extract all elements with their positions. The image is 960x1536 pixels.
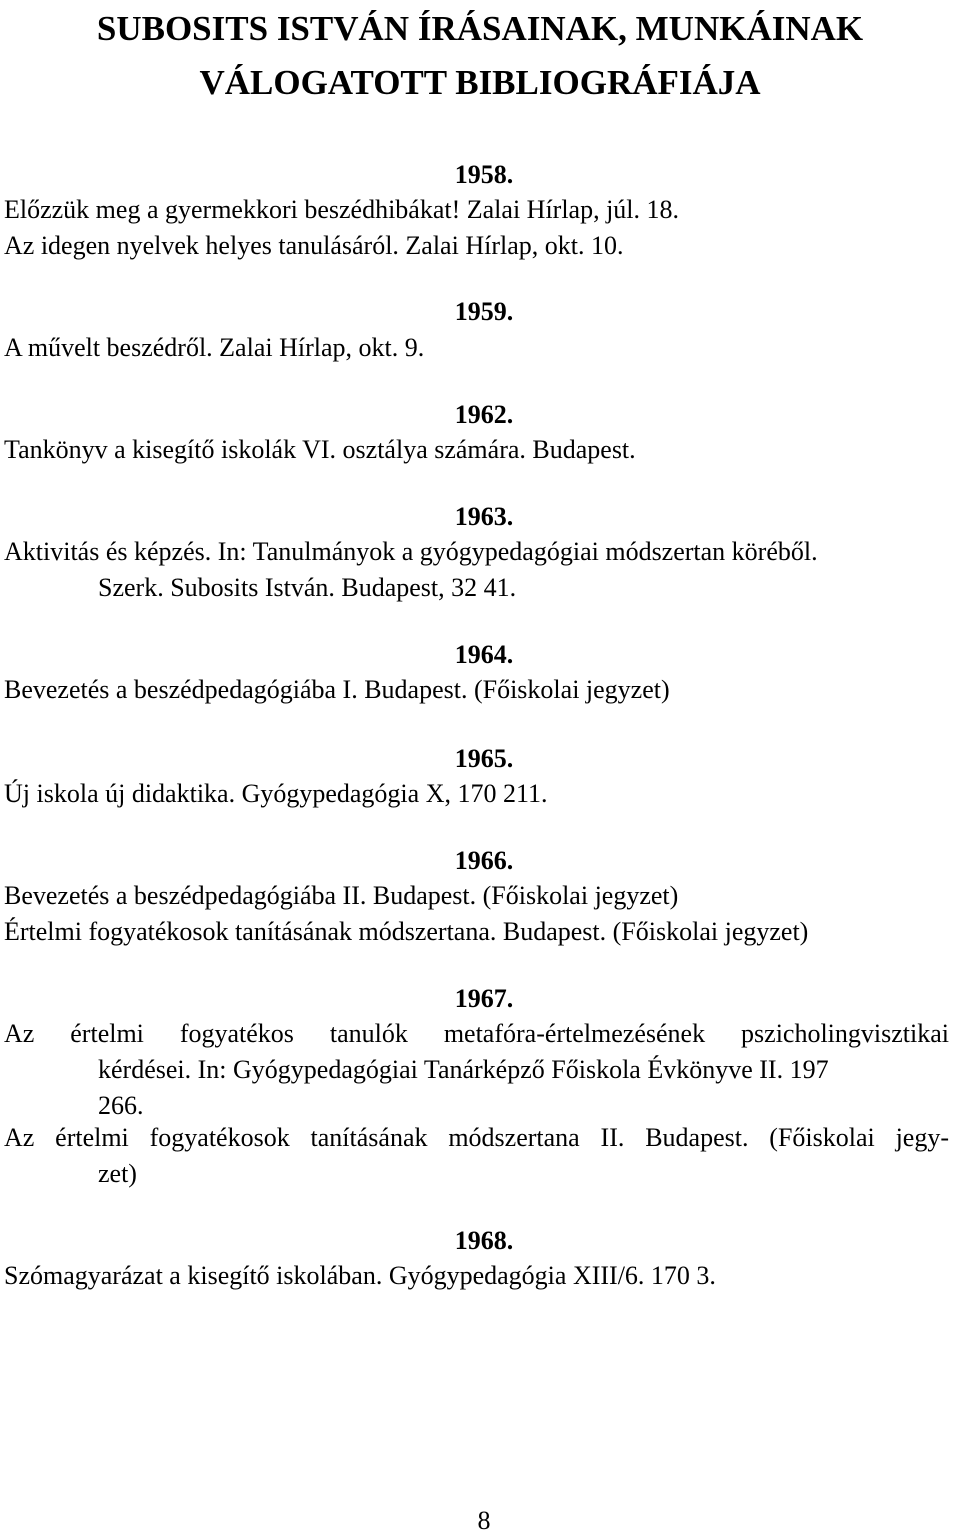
bibliography-entry xyxy=(4,1016,949,1124)
bibliography-entry: A művelt beszédről. Zalai Hírlap, okt. 9. xyxy=(4,333,425,362)
title-line-1: SUBOSITS ISTVÁN ÍRÁSAINAK, MUNKÁINAK xyxy=(96,9,864,48)
bibliography-entry: Bevezetés a beszédpedagógiába II. Budapest. (Főiskolai jegyzet) xyxy=(4,881,679,910)
year-heading-1967: 1967. xyxy=(454,984,514,1013)
year-heading-1959: 1959. xyxy=(454,297,514,326)
year-heading-1964: 1964. xyxy=(454,640,514,669)
bibliography-entry: Új iskola új didaktika. Gyógypedagógia X, 170 211. xyxy=(4,779,548,808)
entry-line: Aktivitás és képzés. In: Tanulmányok a gyógypedagógiai módszertan köréből. xyxy=(4,537,818,566)
year-heading-1962: 1962. xyxy=(454,400,514,429)
entry-line: Az értelmi fogyatékos tanulók metafóra-értelmezésének pszicholingvisztikai xyxy=(4,1019,949,1048)
entry-line: Az értelmi fogyatékosok tanításának módszertana II. Budapest. (Főiskolai jegy- xyxy=(4,1123,949,1152)
page-number: 8 xyxy=(477,1506,491,1535)
year-heading-1966: 1966. xyxy=(454,846,514,875)
bibliography-entry: Előzzük meg a gyermekkori beszédhibákat! Zalai Hírlap, júl. 18. xyxy=(4,195,680,224)
entry-continuation-line: Szerk. Subosits István. Budapest, 32 41. xyxy=(98,573,517,602)
bibliography-entry xyxy=(4,534,949,606)
bibliography-entry: Bevezetés a beszédpedagógiába I. Budapest. (Főiskolai jegyzet) xyxy=(4,675,670,704)
entry-continuation-line: kérdései. In: Gyógypedagógiai Tanárképző Főiskola Évkönyve II. 197 xyxy=(98,1055,829,1084)
title-line-2: VÁLOGATOTT BIBLIOGRÁFIÁJA xyxy=(199,63,761,102)
entry-continuation-line: zet) xyxy=(98,1159,137,1188)
bibliography-entry: Értelmi fogyatékosok tanításának módszertana. Budapest. (Főiskolai jegyzet) xyxy=(4,917,809,946)
entry-continuation-line: 266. xyxy=(98,1091,144,1120)
year-heading-1965: 1965. xyxy=(454,744,514,773)
bibliography-entry: Tankönyv a kisegítő iskolák VI. osztálya számára. Budapest. xyxy=(4,435,636,464)
year-heading-1958: 1958. xyxy=(454,160,514,189)
year-heading-1968: 1968. xyxy=(454,1226,514,1255)
bibliography-entry: Szómagyarázat a kisegítő iskolában. Gyógypedagógia XIII/6. 170 3. xyxy=(4,1261,716,1290)
year-heading-1963: 1963. xyxy=(454,502,514,531)
bibliography-entry xyxy=(4,1120,949,1192)
bibliography-entry: Az idegen nyelvek helyes tanulásáról. Zalai Hírlap, okt. 10. xyxy=(4,231,624,260)
document-title xyxy=(0,2,960,110)
